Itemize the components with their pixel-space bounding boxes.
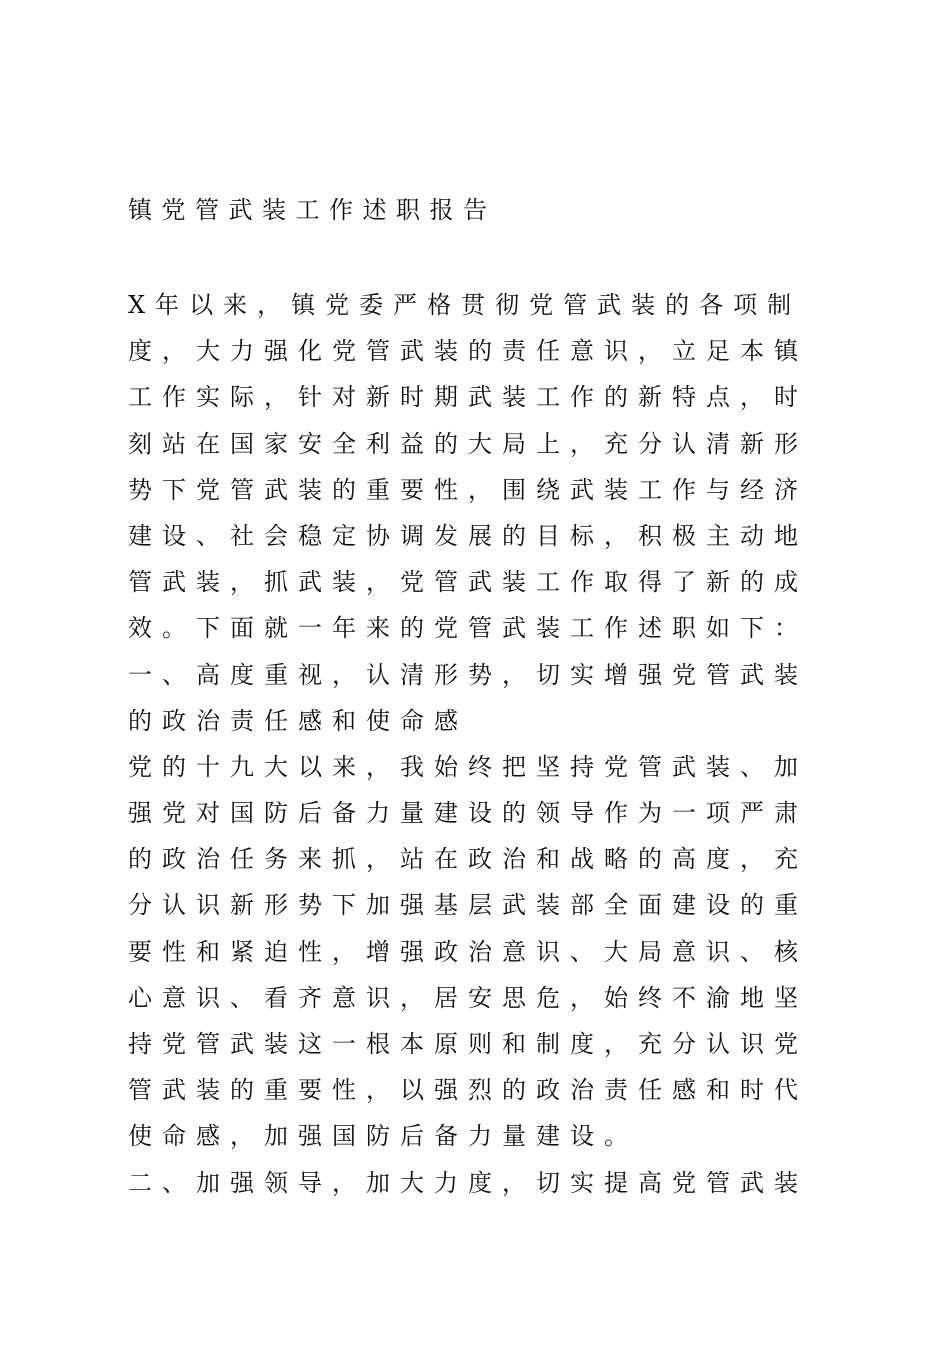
section-heading-line: 一、高度重视，认清形势，切实增强党管武装	[128, 660, 808, 689]
body-line: 持党管武装这一根本原则和制度，充分认识党	[128, 1030, 808, 1058]
body-line: 度，大力强化党管武装的责任意识，立足本镇	[128, 337, 808, 366]
body-line: 强党对国防后备力量建设的领导作为一项严肃	[128, 799, 808, 828]
body-line: 管武装，抓武装，党管武装工作取得了新的成	[128, 568, 808, 597]
body-line: 建设、社会稳定协调发展的目标，积极主动地	[128, 521, 808, 550]
body-line: 使命感，加强国防后备力量建设。	[128, 1122, 638, 1151]
body-line: 要性和紧迫性，增强政治意识、大局意识、核	[128, 937, 808, 966]
section-heading-line: 的政治责任感和使命感	[128, 706, 468, 735]
body-line: 工作实际，针对新时期武装工作的新特点，时	[128, 383, 808, 412]
body-line: 心意识、看齐意识，居安思危，始终不渝地坚	[128, 983, 808, 1012]
body-line: 分认识新形势下加强基层武装部全面建设的重	[128, 891, 808, 920]
body-line: 的政治任务来抓，站在政治和战略的高度，充	[128, 845, 808, 874]
document-body	[128, 282, 818, 1206]
body-line: 党的十九大以来，我始终把坚持党管武装、加	[128, 752, 808, 781]
body-line: 管武装的重要性，以强烈的政治责任感和时代	[128, 1076, 808, 1105]
body-line: 势下党管武装的重要性，围绕武装工作与经济	[128, 475, 808, 504]
section-heading-line: 二、加强领导，加大力度，切实提高党管武装	[128, 1168, 808, 1197]
document-title: 镇党管武装工作述职报告	[128, 196, 497, 224]
body-line: X年以来，镇党委严格贯彻党管武装的各项制	[128, 291, 802, 319]
body-line: 效。下面就一年来的党管武装工作述职如下：	[128, 614, 808, 643]
body-line: 刻站在国家安全利益的大局上，充分认清新形	[128, 429, 808, 458]
